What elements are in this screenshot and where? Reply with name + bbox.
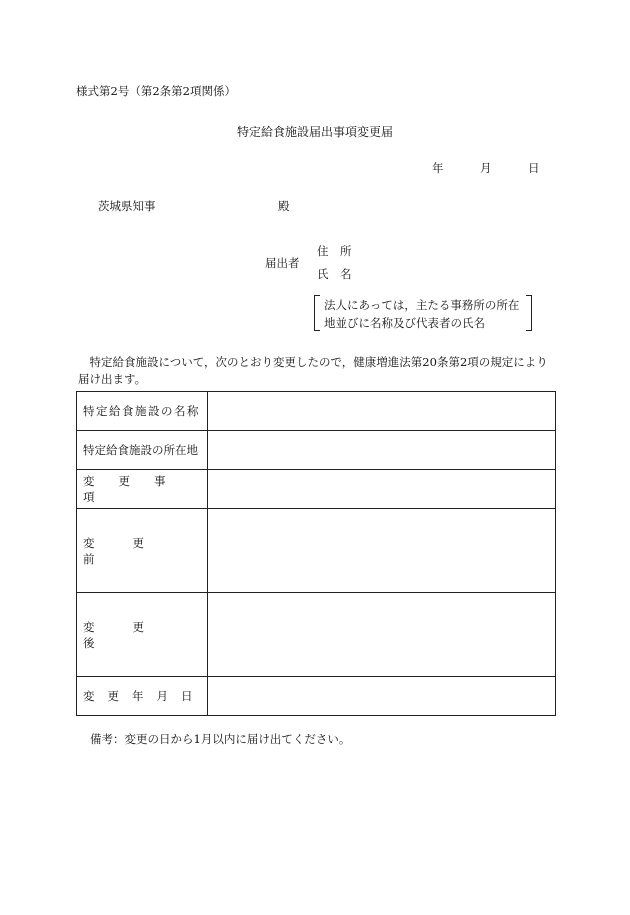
facility-location-field[interactable] [207, 431, 555, 470]
addressee-name: 茨城県知事 [98, 199, 156, 213]
table-row [77, 677, 556, 716]
table-row [77, 470, 556, 509]
change-date-field[interactable] [207, 677, 555, 716]
document-title: 特定給食施設届出事項変更届 [236, 125, 393, 139]
after-change-field[interactable] [207, 593, 555, 677]
facility-name-field[interactable] [207, 392, 555, 431]
change-form-table [76, 391, 556, 716]
table-row [77, 431, 556, 470]
row-label-after-change [77, 593, 208, 677]
before-change-label: 変更前 [83, 535, 182, 566]
change-item-field[interactable] [207, 470, 555, 509]
table-row [77, 593, 556, 677]
corporate-note-line-2: 地並びに名称及び代表者の氏名 [324, 316, 485, 330]
date-day-label: 日 [528, 161, 540, 175]
address-label: 住 所 [317, 244, 352, 258]
addressee-honorific: 殿 [278, 199, 290, 213]
right-bracket [526, 295, 532, 331]
change-date-label: 変更年月日 [83, 689, 206, 703]
row-label-change-item [77, 470, 208, 509]
after-change-label: 変更後 [83, 619, 182, 650]
date-year-label: 年 [432, 161, 444, 175]
row-label-change-date [77, 677, 208, 716]
body-text: 特定給食施設について，次のとおり変更したので，健康増進法第20条第2項の規定により届け出ます。 [78, 355, 548, 386]
row-label-before-change [77, 509, 208, 593]
table-row [77, 509, 556, 593]
remark-text: 備考：変更の日から1月以内に届け出てください。 [90, 732, 351, 746]
form-code: 様式第2号（第2条第2項関係） [76, 84, 236, 98]
applicant-label: 届出者 [265, 256, 300, 270]
row-label-facility-name: 特定給食施設の名称 [77, 392, 208, 431]
table-row [77, 392, 556, 431]
row-label-facility-location: 特定給食施設の所在地 [77, 431, 208, 470]
corporate-note [314, 295, 532, 331]
change-item-label: 変更事項 [83, 474, 190, 504]
left-bracket [314, 295, 320, 331]
name-label: 氏 名 [317, 267, 352, 281]
corporate-note-line-1: 法人にあっては，主たる事務所の所在 [324, 298, 520, 312]
before-change-field[interactable] [207, 509, 555, 593]
date-month-label: 月 [480, 161, 492, 175]
